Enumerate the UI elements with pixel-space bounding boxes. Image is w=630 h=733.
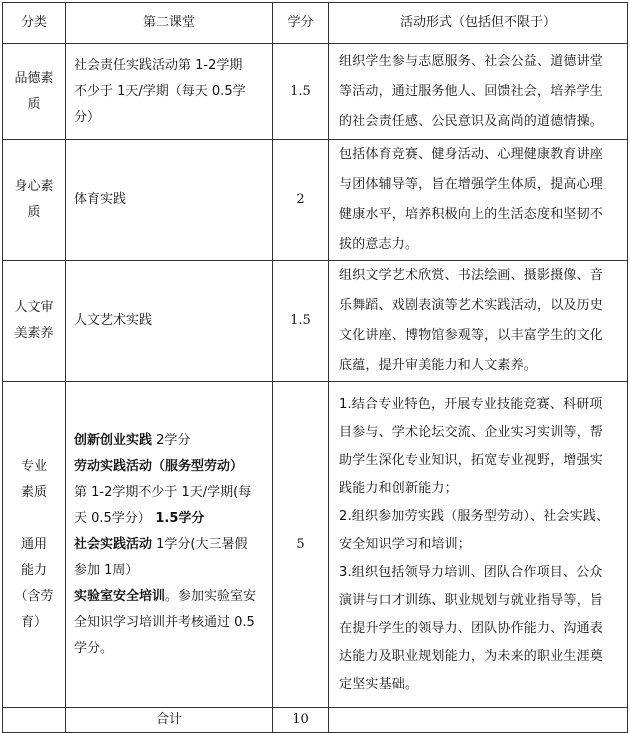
total-row [3,708,628,733]
form-line: 安全知识学习和培训； [339,536,472,552]
category-line: 品德素 [14,70,54,86]
form-line: 等活动，通过服务他人、回馈社会，培养学生 [339,83,604,99]
labor-detail: 天 0.5学分） [74,510,151,526]
form-line: 组织文学艺术欣赏、书法绘画、摄影摄像、音 [339,268,604,283]
credit-cell: 1.5 [273,44,329,140]
form-cell [329,261,628,382]
course-cell: 人文艺术实践 [66,261,273,382]
category-line: 质 [27,96,41,112]
total-value: 10 [273,708,329,733]
category-line: 育） [20,614,47,630]
form-line: 包括体育竞赛、健身活动、心理健康教育讲座 [339,147,604,162]
form-line: 3.组织包括领导力培训、团队合作项目、公众 [339,564,603,580]
header-form: 活动形式（包括但不限于） [329,3,628,44]
credit-cell: 2 [273,140,329,261]
labor-credit: 1.5学分 [150,510,205,526]
course-line: 分） [74,109,101,125]
category-line: 素质 [20,484,47,500]
labor-title: 劳动实践活动（服务型劳动） [74,458,244,474]
innovation-title: 创新创业实践 [74,432,153,448]
form-line: 1.结合专业特色，开展专业技能竞赛、科研项 [339,396,603,412]
category-line: 人文审 [14,300,54,315]
form-line: 目参与、学术论坛交流、企业实习实训等，帮 [339,424,604,440]
form-line: 文化讲座、博物馆参观等，以丰富学生的文化 [339,328,604,343]
form-cell [329,382,628,708]
course-line: 不少于 1天/学期（每天 0.5学 [74,83,246,99]
category-line: 专业 [20,458,47,474]
safety-line [74,584,268,610]
form-line: 演讲与口才训练、职业规划与就业指导等，旨 [339,592,604,608]
labor-line [74,506,268,532]
total-empty-cell [329,708,628,733]
table-row [3,382,628,708]
social-title: 社会实践活动 [74,536,153,552]
course-cell [66,44,273,140]
category-line: 身心素 [14,179,54,194]
header-credit: 学分 [273,3,329,44]
category-cell [3,140,66,261]
course-line: 社会责任实践活动第 1-2学期 [74,57,243,73]
form-line: 组织学生参与志愿服务、社会公益、道德讲堂 [339,53,604,69]
safety-detail: 。参加实验室安 [165,588,257,604]
course-cell: 体育实践 [66,140,273,261]
table-row [3,261,628,382]
innovation-line [74,428,268,454]
credit-cell: 1.5 [273,261,329,382]
safety-line: 全知识学习培训并考核通过 0.5 [74,614,255,630]
form-line: 健康水平，培养积极向上的生活态度和坚韧不 [339,207,604,222]
form-line: 底蕴，提升审美能力和人文素养。 [339,358,538,373]
category-cell [3,44,66,140]
course-cell [66,382,273,708]
category-line: 能力 [20,562,47,578]
category-line: （含劳 [14,588,54,604]
social-line: 参加 1周） [74,562,139,578]
safety-line: 学分。 [74,640,114,656]
form-line: 践能力和创新能力； [339,480,458,496]
table-header-row [3,3,628,44]
credit-cell: 5 [273,382,329,708]
social-line [74,532,268,558]
labor-line [74,454,268,480]
total-empty-cell [3,708,66,733]
social-credit: 1学分(大三暑假 [152,536,248,552]
safety-title: 实验室安全培训 [74,588,166,604]
form-line: 达能力及职业规划能力，为未来的职业生涯奠 [339,648,604,664]
form-line: 的社会责任感、公民意识及高尚的道德情操。 [339,113,604,129]
form-line: 乐舞蹈、戏剧表演等艺术实践活动，以及历史 [339,298,604,313]
header-course: 第二课堂 [66,3,273,44]
category-cell [3,261,66,382]
category-line: 通用 [20,536,47,552]
form-line: 在提升学生的领导力、团队协作能力、沟通表 [339,620,604,636]
table-row [3,140,628,261]
form-line: 2.组织参加劳实践（服务型劳动）、社会实践、 [339,508,610,524]
table-row [3,44,628,140]
innovation-credit: 2学分 [152,432,191,448]
form-cell [329,44,628,140]
form-line: 助学生深化专业知识，拓宽专业视野，增强实 [339,452,604,468]
form-line: 拔的意志力。 [339,237,419,252]
form-cell [329,140,628,261]
category-cell [3,382,66,708]
total-label: 合计 [66,708,273,733]
category-line: 美素养 [14,326,54,341]
category-line: 质 [27,205,41,220]
form-line: 定坚实基础。 [339,676,419,692]
labor-line: 第 1-2学期不少于 1天/学期(每 [74,484,252,500]
form-line: 与团体辅导等，旨在增强学生体质，提高心理 [339,177,604,192]
second-classroom-table [2,2,628,733]
header-category: 分类 [3,3,66,44]
